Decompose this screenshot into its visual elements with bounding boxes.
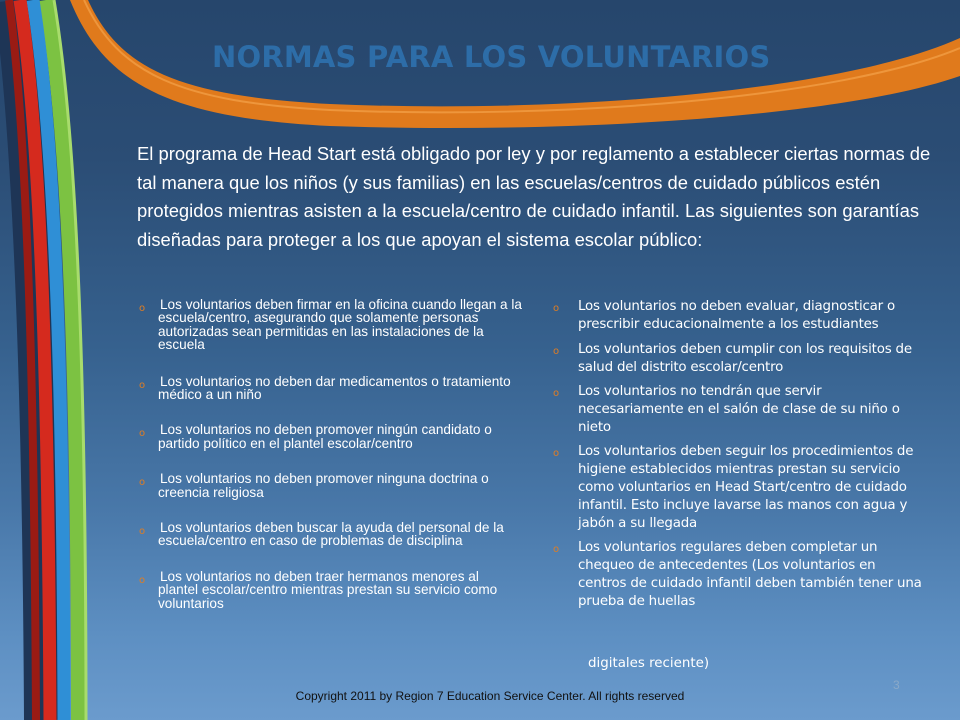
intro-paragraph: El programa de Head Start está obligado por ley y por reglamento a establecer ciertas normas de tal manera que los niños (y sus familias) en las escuelas/centros de cuidado públicos estén protegidos mientras asisten a la escuela/centro de cuidado infantil. Las siguientes son garantías diseñadas para proteger a los que apoyan el sistema escolar público: [137,143,931,250]
circle-bullet-icon: o [553,448,559,459]
list-item [138,471,522,500]
list-item [553,539,923,611]
list-item [553,298,923,334]
list-item [138,568,522,611]
list-item-text: Los voluntarios no deben promover ninguna doctrina o creencia religiosa [158,471,489,500]
list-item-text: Los voluntarios no deben evaluar, diagnosticar o prescribir educacionalmente a los estudiantes [578,299,895,332]
circle-bullet-icon: o [138,379,146,391]
list-item-text: Los voluntarios no deben traer hermanos menores al plantel escolar/centro mientras prestan su servicio como voluntarios [158,568,498,611]
copyright-footer: Copyright 2011 by Region 7 Education Service Center. All rights reserved [295,689,685,703]
list-item-text: Los voluntarios deben cumplir con los requisitos de salud del distrito escolar/centro [578,342,912,375]
list-item-text: Los voluntarios regulares deben completar un chequeo de antecedentes (Los voluntarios en centros de cuidado infantil deben también tener una prueba de huellas [578,540,922,609]
list-item-text: Los voluntarios deben firmar en la oficina cuando llegan a la escuela/centro, asegurando que solamente personas autorizadas sean permitidas en las instalaciones de la escuela [158,297,522,353]
right-bullet-list [553,298,923,611]
list-item [138,422,522,451]
list-item-text: Los voluntarios deben seguir los procedimientos de higiene establecidos mientras prestan su servicio como voluntarios en Head Start/centro de cuidado infantil. Esto incluye lavarse las manos con agua y jabón a su llegada [578,444,914,531]
circle-bullet-icon: o [138,477,146,489]
list-item [138,373,522,403]
circle-bullet-icon: o [138,303,146,314]
list-item [138,297,522,353]
list-item [553,443,923,533]
left-bullet-list [138,297,522,611]
list-item [553,383,923,437]
circle-bullet-icon: o [138,574,146,586]
list-item-text: Los voluntarios no deben dar medicamentos o tratamiento médico a un niño [158,373,511,403]
circle-bullet-icon: o [553,303,559,314]
circle-bullet-icon: o [138,428,146,440]
circle-bullet-icon: o [553,388,559,399]
list-item-text: Los voluntarios deben buscar la ayuda del personal de la escuela/centro en caso de problemas de disciplina [158,520,504,549]
slide-title: NORMAS PARA LOS VOLUNTARIOS [212,40,771,74]
page-number: 3 [893,678,900,692]
circle-bullet-icon: o [553,544,559,555]
circle-bullet-icon: o [138,526,146,538]
list-item-text: Los voluntarios no deben promover ningún candidato o partido político en el plantel escolar/centro [158,422,492,451]
list-item-continuation: digitales reciente) [588,656,710,671]
list-item [138,520,522,549]
circle-bullet-icon: o [553,346,559,357]
list-item-text: Los voluntarios no tendrán que servir necesariamente en el salón de clase de su niño o nieto [578,384,900,435]
list-item [553,341,923,377]
